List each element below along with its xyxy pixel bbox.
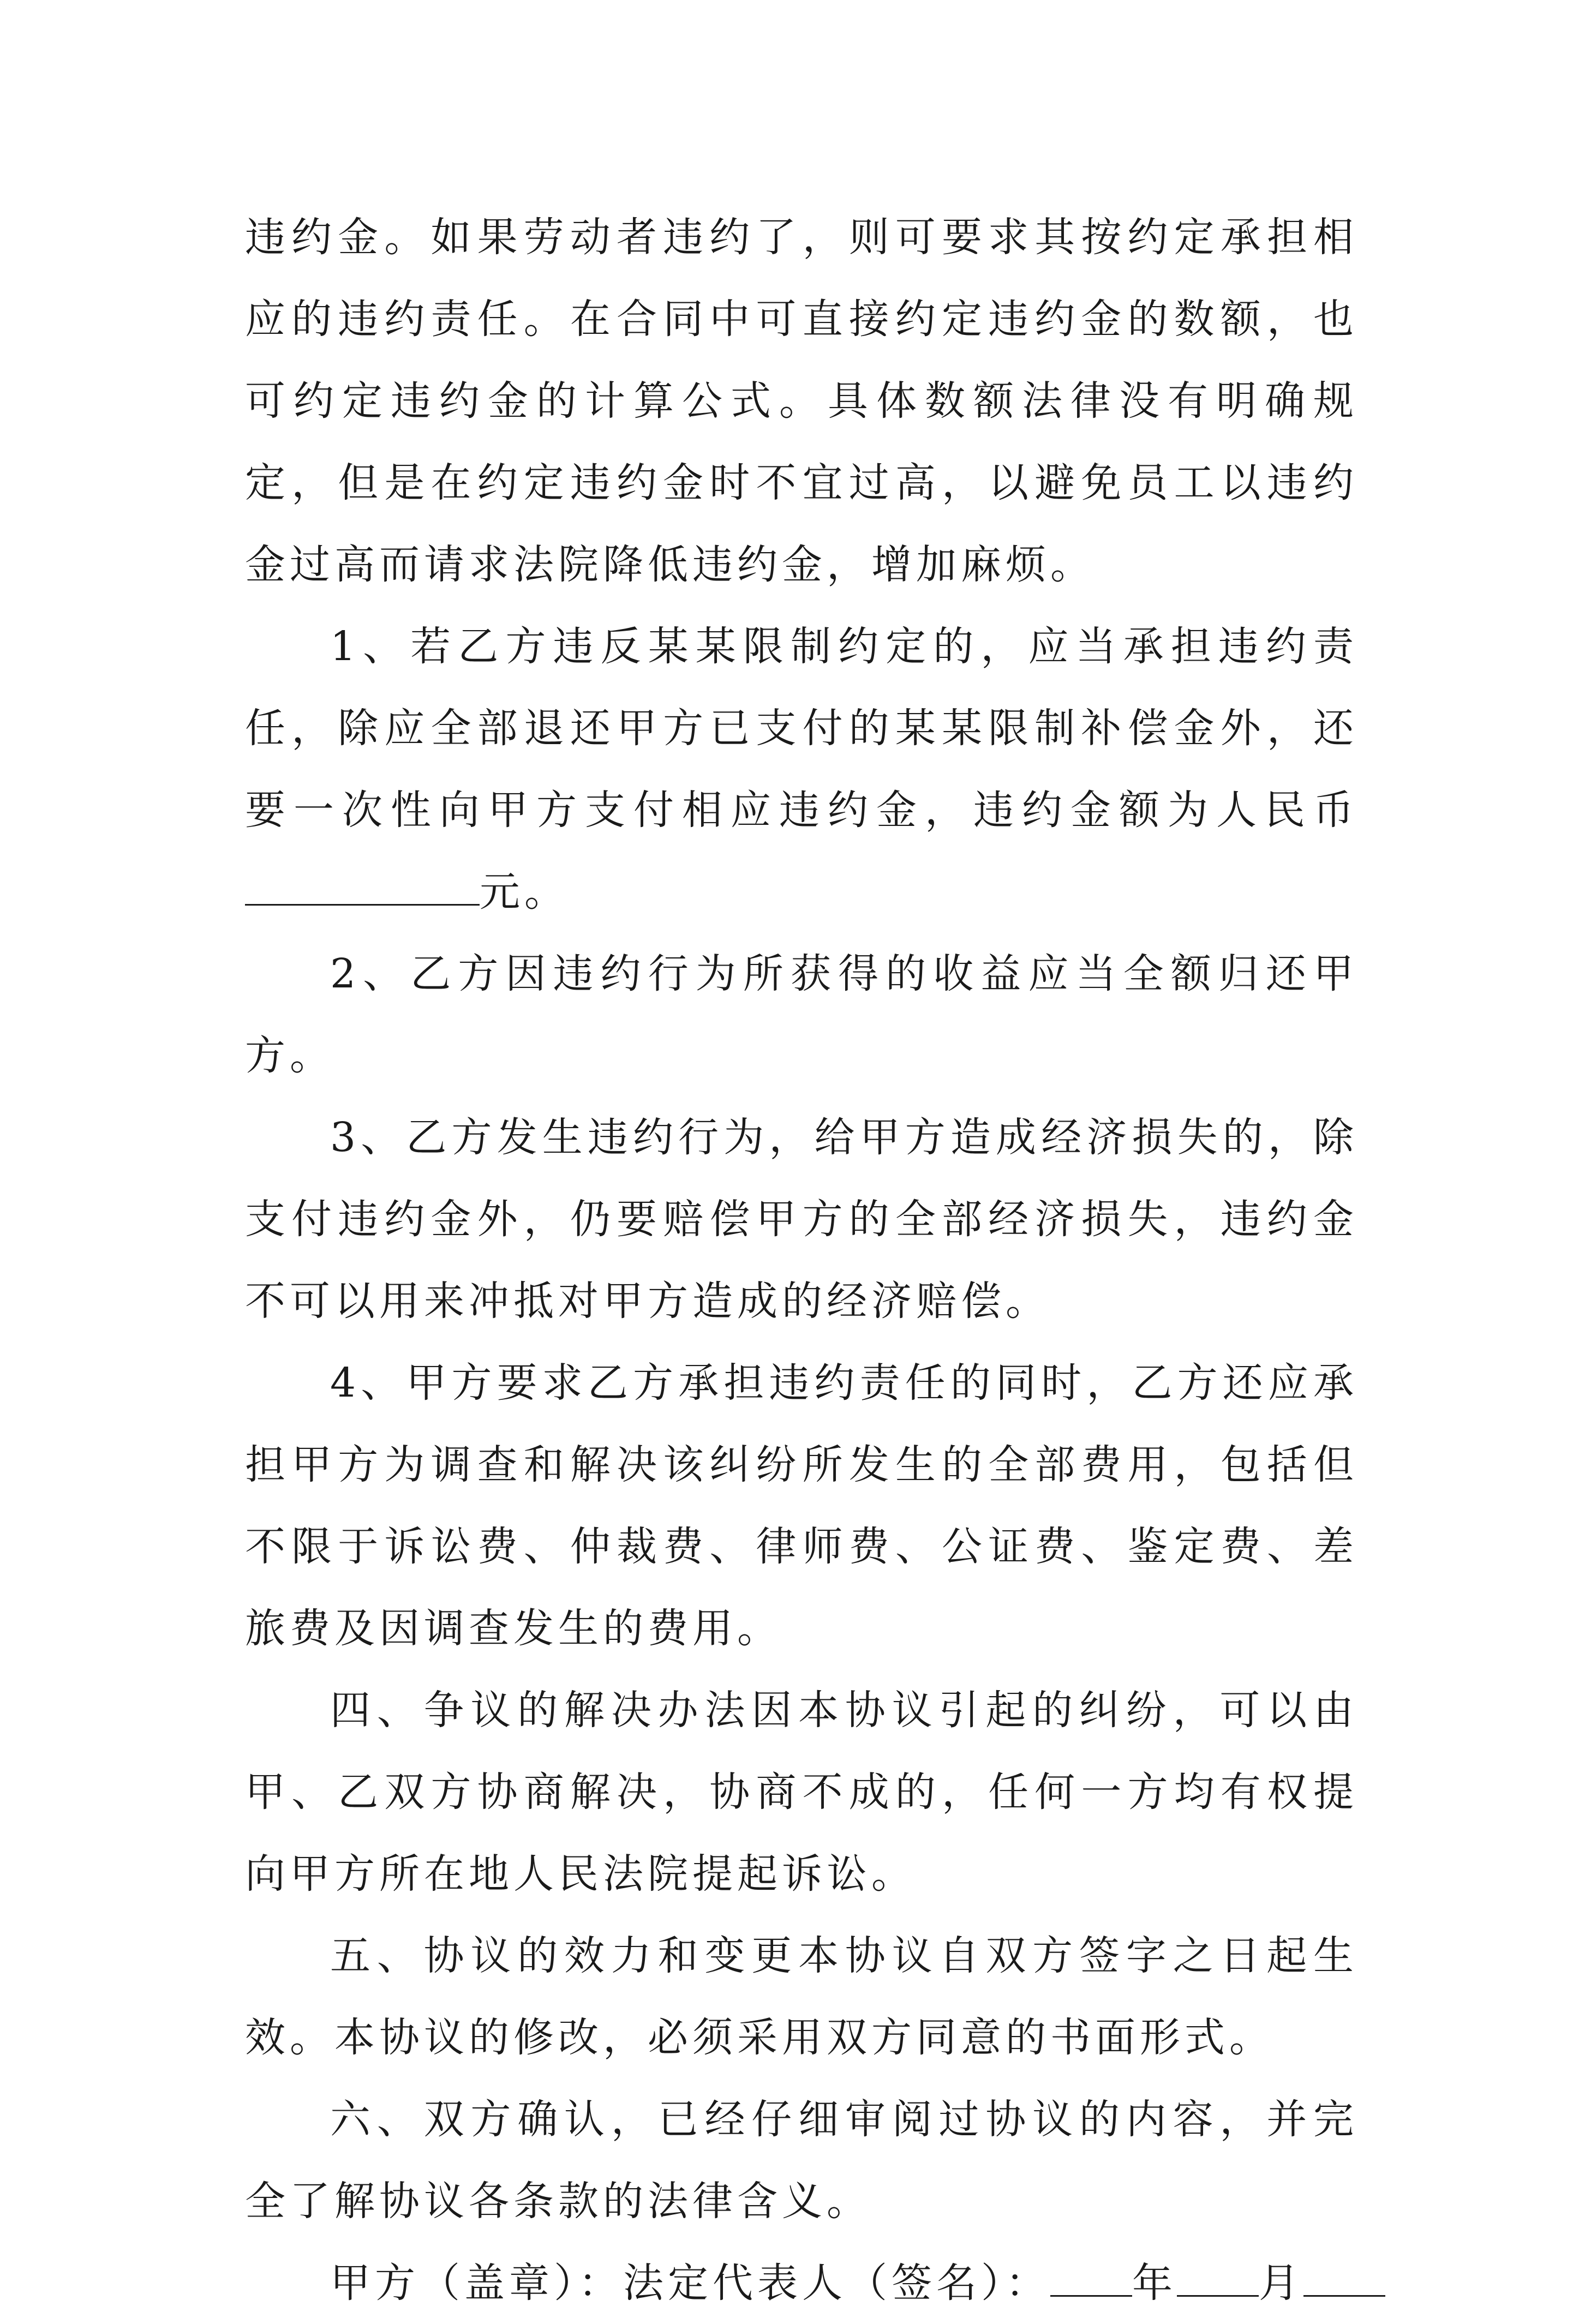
- paragraph-clause-1: [245, 606, 1358, 933]
- month-label: 月: [1259, 2260, 1303, 2307]
- month-blank[interactable]: [1303, 2256, 1385, 2297]
- paragraph-dispute-resolution: 四、争议的解决办法因本协议引起的纠纷，可以由甲、乙双方协商解决，协商不成的，任何一方均有权提向甲方所在地人民法院提起诉讼。: [245, 1687, 1358, 1897]
- paragraph-clause-3: 3、乙方发生违约行为，给甲方造成经济损失的，除支付违约金外，仍要赔偿甲方的全部经济损失，违约金不可以用来冲抵对甲方造成的经济赔偿。: [245, 1114, 1358, 1325]
- signature-line: [245, 2242, 1358, 2324]
- clause-1-text: 1、若乙方违反某某限制约定的，应当承担违约责任，除应全部退还甲方已支付的某某限制补偿金外，还要一次性向甲方支付相应违约金，违约金额为人民币: [245, 623, 1358, 834]
- paragraph-confirmation: 六、双方确认，已经仔细审阅过协议的内容，并完全了解协议各条款的法律含义。: [245, 2096, 1358, 2225]
- paragraph-penalty-intro: 违约金。如果劳动者违约了，则可要求其按约定承担相应的违约责任。在合同中可直接约定违约金的数额，也可约定违约金的计算公式。具体数额法律没有明确规定，但是在约定违约金时不宜过高，以避免员工以违约金过高而请求法院降低违约金，增加麻烦。: [245, 214, 1358, 588]
- paragraph-clause-4: 4、甲方要求乙方承担违约责任的同时，乙方还应承担甲方为调查和解决该纠纷所发生的全部费用，包括但不限于诉讼费、仲裁费、律师费、公证费、鉴定费、差旅费及因调查发生的费用。: [245, 1359, 1358, 1652]
- clause-1-suffix: 元。: [480, 868, 569, 915]
- signature-label: 甲方（盖章）：法定代表人（签名）：: [330, 2260, 1050, 2307]
- year-label: 年: [1132, 2260, 1177, 2307]
- year-blank[interactable]: [1177, 2256, 1259, 2297]
- paragraph-effect-and-change: 五、协议的效力和变更本协议自双方签字之日起生效。本协议的修改，必须采用双方同意的书面形式。: [245, 1932, 1358, 2061]
- signature-blank[interactable]: [1050, 2256, 1132, 2297]
- paragraph-clause-2: 2、乙方因违约行为所获得的收益应当全额归还甲方。: [245, 950, 1358, 1079]
- amount-blank[interactable]: [245, 865, 480, 906]
- document-body: [245, 196, 1358, 2324]
